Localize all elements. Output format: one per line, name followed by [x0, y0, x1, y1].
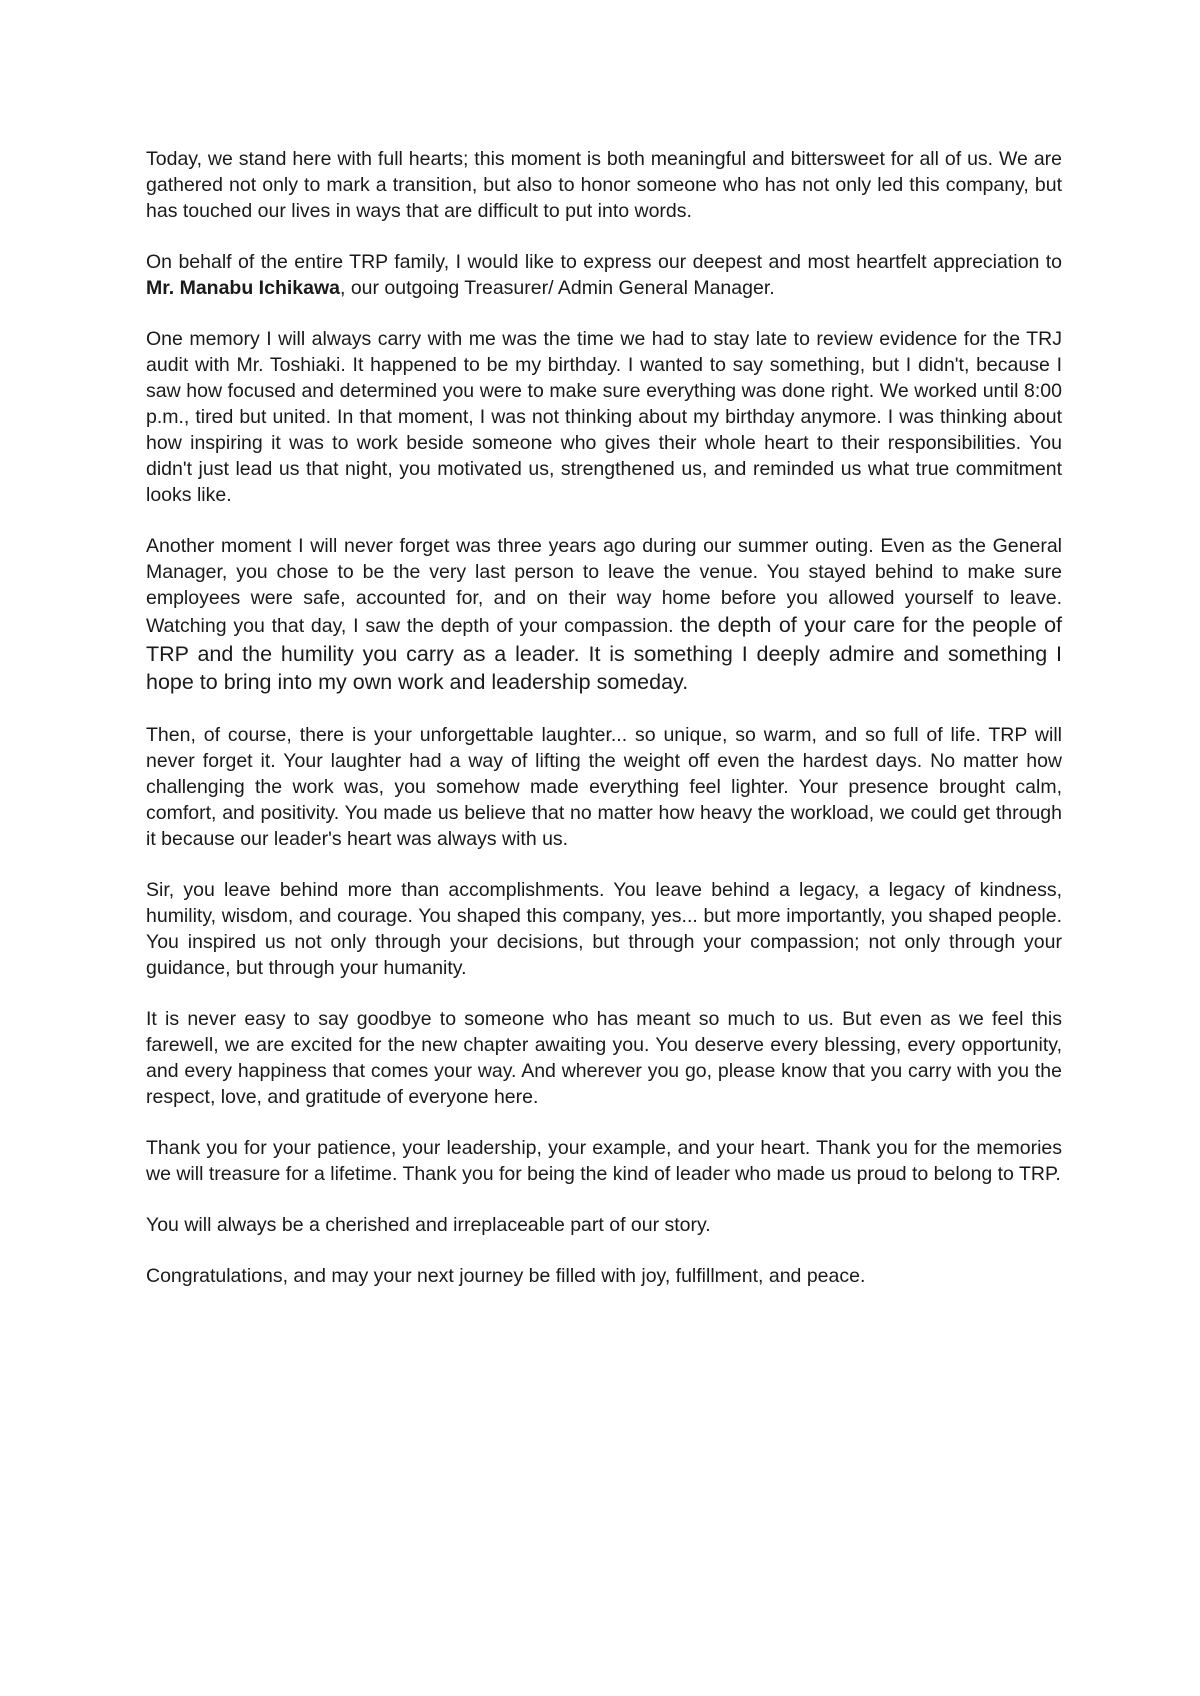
honoree-name: Mr. Manabu Ichikawa: [146, 277, 340, 299]
paragraph-laughter: Then, of course, there is your unforgettable laughter... so unique, so warm, and so full of life. TRP will never forget it. Your laughter had a way of lifting the weight off even the hardest days. No matter how challenging the work was, you somehow made everything feel lighter. Your presence brought calm, comfort, and positivity. You made us believe that no matter how heavy the workload, we could get through it because our leader's heart was always with us.: [146, 723, 1062, 850]
appreciation-text-after: , our outgoing Treasurer/ Admin General Manager.: [339, 277, 775, 299]
document-page: [146, 146, 1062, 1314]
paragraph-summer-outing: [146, 533, 1062, 697]
paragraph-opening: Today, we stand here with full hearts; this moment is both meaningful and bittersweet for all of us. We are gathered not only to mark a transition, but also to honor someone who has not only led this company, but has touched our lives in ways that are difficult to put into words.: [146, 148, 1062, 222]
paragraph-legacy: Sir, you leave behind more than accomplishments. You leave behind a legacy, a legacy of kindness, humility, wisdom, and courage. You shaped this company, yes... but more importantly, you shaped people. You inspired us not only through your decisions, but through your compassion; not only through your guidance, but through your humanity.: [146, 878, 1062, 979]
paragraph-thank-you: Thank you for your patience, your leadership, your example, and your heart. Thank you for the memories we will treasure for a lifetime. Thank you for being the kind of leader who made us proud to belong to TRP.: [146, 1136, 1062, 1185]
paragraph-appreciation: [146, 249, 1062, 301]
paragraph-cherished: You will always be a cherished and irreplaceable part of our story.: [146, 1213, 711, 1236]
summer-outing-text: Another moment I will never forget was three years ago during our summer outing. Even as the General Manager, you chose to be the very last person to leave the venue. You stayed behind to make sure employees were safe, accounted for, and on their way home before you allowed yourself to leave. Watching you that day, I saw the depth of your compassion.: [146, 535, 1062, 637]
appreciation-text-before: On behalf of the entire TRP family, I would like to express our deepest and most heartfelt appreciation to: [146, 251, 1062, 273]
paragraph-congratulations: Congratulations, and may your next journey be filled with joy, fulfillment, and peace.: [146, 1264, 866, 1287]
paragraph-farewell: It is never easy to say goodbye to someone who has meant so much to us. But even as we feel this farewell, we are excited for the new chapter awaiting you. You deserve every blessing, every opportunity, and every happiness that comes your way. And wherever you go, please know that you carry with you the respect, love, and gratitude of everyone here.: [146, 1007, 1062, 1108]
summer-outing-text-larger: the depth of your care for the people of TRP and the humility you carry as a leader. It is something I deeply admire and something I hope to bring into my own work and leadership someday.: [146, 613, 1063, 694]
paragraph-birthday-memory: One memory I will always carry with me was the time we had to stay late to review evidence for the TRJ audit with Mr. Toshiaki. It happened to be my birthday. I wanted to say something, but I didn't, because I saw how focused and determined you were to make sure everything was done right. We worked until 8:00 p.m., tired but united. In that moment, I was not thinking about my birthday anymore. I was thinking about how inspiring it was to work beside someone who gives their whole heart to their responsibilities. You didn't just lead us that night, you motivated us, strengthened us, and reminded us what true commitment looks like.: [146, 328, 1062, 506]
